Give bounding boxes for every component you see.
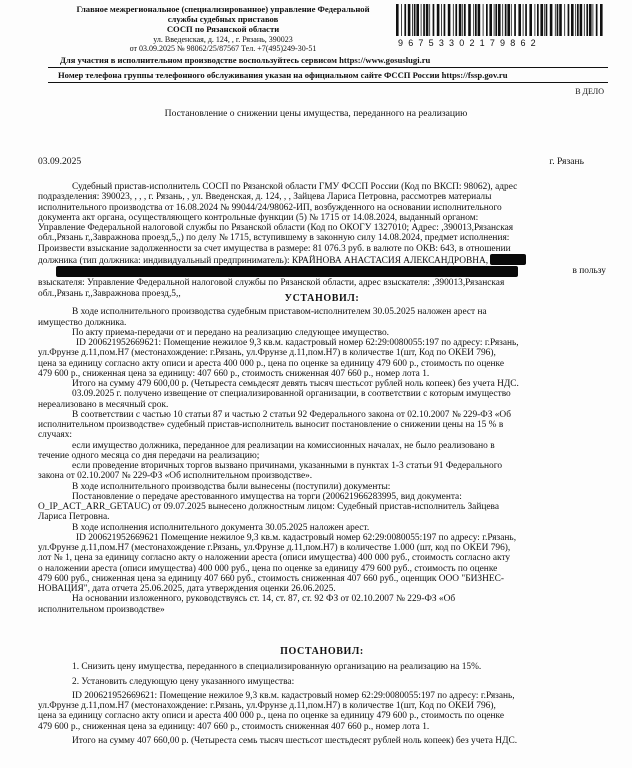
barcode-bar xyxy=(448,4,451,36)
barcode-bar xyxy=(468,4,471,36)
ustanovil-section xyxy=(38,294,606,615)
barcode-bar xyxy=(540,4,543,36)
text-line: цена за единицу согласно акту описи и ареста 400 000 р., цена по оценке за единицу 479 600 р., стоимость по оценке xyxy=(38,711,505,722)
barcode-bar xyxy=(455,4,457,36)
barcode-bar xyxy=(523,4,524,36)
text-line: закона от 02.10.2007 № 229-ФЗ «Об исполнительном производстве». xyxy=(38,471,313,482)
text-line: документа акт органа, осуществляющего контрольные функции (5) № 1715 от 14.08.2024, выданный органом: xyxy=(38,212,479,223)
text-line: исполнительном производстве» xyxy=(38,604,165,615)
text-line: В ходе исполнительного производства судебным приставом-исполнителем 30.05.2025 наложен арест на xyxy=(72,307,487,318)
barcode-bar xyxy=(571,4,574,36)
text-line: Управление Федеральной налоговой службы по Рязанской области (Код по ОКОГУ 1327010; Адрес: ,390013,Рязанская xyxy=(38,223,514,233)
barcode-bar xyxy=(453,4,454,36)
text-line: течение одного месяца со дня передачи на реализацию; xyxy=(38,450,260,461)
text-line: если имущество должника, переданное для реализации на комиссионных началах, не было реализовано в xyxy=(72,440,495,451)
barcode-bar xyxy=(401,4,402,36)
redaction-mark xyxy=(490,254,526,265)
barcode-bar xyxy=(577,4,579,36)
text-line: На основании изложенного, руководствуясь ст. 14, ст. 87, ст. 92 ФЗ от 02.10.2007 № 229-ФЗ «Об xyxy=(72,594,456,605)
document-date: 03.09.2025 xyxy=(38,156,82,167)
divider xyxy=(48,82,608,83)
barcode-bar xyxy=(596,4,598,36)
intro-paragraph xyxy=(38,182,606,299)
org-line: СОСП по Рязанской области xyxy=(166,24,280,35)
barcode-bar xyxy=(433,4,435,36)
text-line: подразделения: 390023, , , , г. Рязань, , ул. Введенская, д. 124, , , Зайцева Лариса Петровна, рассмотрев материалы xyxy=(38,192,492,203)
barcode-bar xyxy=(589,4,592,36)
barcode-bar xyxy=(557,4,559,36)
text-line: о наложении ареста (описи имущества) 400 000 руб., цена по оценке за единицу 479 600 руб., стоимость по оценке xyxy=(38,563,498,574)
barcode-bar xyxy=(568,4,570,36)
text-line: лот № 1, цена за единицу согласно акту о наложении ареста (описи имущества) 400 000 руб., стоимость согласно акту xyxy=(38,553,511,564)
text-line: ID 200621952669621 Помещение нежилое 9,3 кв.м. кадастровый номер 62:29:0080055:197 по адресу: г.Рязань, xyxy=(76,532,517,543)
text-line: В ходе исполнения исполнительного документа 30.05.2025 наложен арест. xyxy=(72,522,370,533)
barcode-bar xyxy=(396,4,399,36)
text-line: 479 600 р., сниженная цена за единицу: 407 660 р., стоимость сниженная 407 660 р., номер лота 1. xyxy=(38,368,430,379)
barcode-number: 96753302179862 xyxy=(398,38,541,48)
barcode-bar xyxy=(600,4,603,36)
barcode-bar xyxy=(494,4,495,36)
text-line: если проведение вторичных торгов вызвано причинами, указанными в пунктах 1-3 статьи 91 Федерального xyxy=(72,461,503,471)
text-line: 479 600 руб., сниженная цена за единицу 407 660 руб., стоимость сниженная 407 660 руб., оценщик ООО "БИЗНЕС- xyxy=(38,573,504,584)
barcode-bar xyxy=(502,4,503,36)
barcode-bar xyxy=(537,4,539,36)
total-line: Итого на сумму 407 660,00 р. (Четыреста семь тысяч шестьсот шестьдесят рублей ноль копеек) без учета НДС. xyxy=(72,735,518,746)
text-line: 479 600 р., сниженная цена за единицу: 407 660 р., стоимость сниженная 407 660 р., номер лота 1. xyxy=(38,721,430,732)
text-line: 03.09.2025 г. получено извещение от специализированной организации, в соответствии с которым имущество xyxy=(72,389,511,400)
barcode-bar xyxy=(437,4,440,36)
text-line: исполнительном производстве» судебный пристав-исполнитель выносит постановление о снижении цены на 15 % в xyxy=(38,420,504,430)
barcode-bar xyxy=(564,4,565,36)
text-line: ул.Фрунзе д.11,пом.Н7 (местонахождение: г.Рязань, ул.Фрунзе д.11,пом.Н7) в количестве 1(шт, Код по ОКЕИ 796), xyxy=(38,348,496,359)
document-city: г. Рязань xyxy=(549,156,584,167)
barcode-bar xyxy=(421,4,422,36)
barcode-bar xyxy=(544,4,545,36)
barcode-bar xyxy=(525,4,527,36)
text-line: взыскателя: Управление Федеральной налоговой службы по Рязанской области, адрес взыскателя: ,390013,Рязанская xyxy=(38,278,505,289)
barcode-bar xyxy=(495,4,497,36)
text-line: В соответствии с частью 10 статьи 87 и частью 2 статьи 92 Федерального закона от 02.10.2007 № 229-ФЗ «Об xyxy=(72,409,511,420)
text-line: Итого на сумму 479 600,00 р. (Четыреста семьдесят девять тысяч шестьсот рублей ноль копеек) без учета НДС. xyxy=(72,379,519,389)
barcode-bar xyxy=(559,4,562,36)
barcode-bar xyxy=(404,4,406,36)
barcode-bar xyxy=(529,4,532,36)
address-line: ул. Введенская, д. 124, , г. Рязань, 390023 xyxy=(153,35,293,44)
barcode-bar xyxy=(498,4,501,36)
text-line: Постановление о передаче арестованного имущества на торги (200621966283995, вид документа: xyxy=(72,491,462,502)
barcode-bar xyxy=(412,4,413,36)
divider xyxy=(48,67,608,68)
in-favor-text: в пользу xyxy=(572,266,606,276)
text-line: НОВАЦИЯ", дата отчета 25.06.2025, дата утверждения оценки 26.06.2025. xyxy=(38,584,336,594)
text-line: исполнительного производства от 16.08.2024 № 99044/24/98062-ИП, возбужденного на основании исполнительного xyxy=(38,202,502,213)
section-heading: УСТАНОВИЛ: xyxy=(284,293,360,304)
barcode-bar xyxy=(416,4,419,36)
decision-item: 2. Установить следующую цену указанного имущества: xyxy=(72,676,295,687)
reference-line: от 03.09.2025 № 98062/25/87567 Тел. +7(495)249-30-51 xyxy=(129,44,317,54)
text-line: O_IP_ACT_ARR_GETAUC) от 09.07.2025 вынесено должностным лицом: Судебный пристав-исполнитель Зайцева xyxy=(38,502,499,512)
text-line: имущество должника. xyxy=(38,317,127,328)
barcode-bar xyxy=(473,4,474,36)
debtor-line: должника (тип должника: индивидуальный предприниматель): КРАЙНОВА АНАСТАСИЯ АЛЕКСАНДРОВНА, xyxy=(38,255,489,266)
text-line: обл.,Рязань г,,Завражнова проезд,5,,) по делу № 1715, вступившему в законную силу 14.08.2024, предмет исполнения: xyxy=(38,233,510,244)
barcode-bar xyxy=(441,4,442,36)
text-line: ID 200621952669621: Помещение нежилое 9,3 кв.м. кадастровый номер 62:29:0080055:197 по адресу: г.Рязань, xyxy=(76,338,519,348)
barcode-bar xyxy=(584,4,585,36)
barcode-bar xyxy=(475,4,477,36)
decision-item: 1. Снизить цену имущества, переданного в специализированную организацию на реализацию на 15%. xyxy=(72,662,482,673)
barcode-bar xyxy=(550,4,553,36)
barcode-bar xyxy=(535,4,536,36)
text-line: Лариса Петровна. xyxy=(38,512,110,523)
barcode-bar xyxy=(414,4,416,36)
barcode-bar xyxy=(444,4,446,36)
barcode-bar xyxy=(429,4,430,36)
text-line: ID 200621952669621: Помещение нежилое 9,3 кв.м. кадастровый номер 62:29:0080055:197 по адресу: г.Рязань, xyxy=(72,690,515,701)
barcode-bar xyxy=(462,4,463,36)
gosuslugi-notice: Для участия в исполнительном производстве воспользуйтесь сервисом https://www.gosuslugi.ru xyxy=(60,55,431,65)
barcode-bar xyxy=(514,4,516,36)
barcode-bar xyxy=(408,4,411,36)
org-line: Главное межрегиональное (специализированное) управление Федеральной xyxy=(76,4,370,14)
phone-notice: Номер телефона группы телефонного обслуживания указан на официальном сайте ФССП России https://fssp.gov.ru xyxy=(58,70,508,80)
text-line: По акту приема-передачи от и передано на реализацию следующее имущество. xyxy=(72,327,390,338)
text-line: Произвести взыскание задолженности за счет имущества в размере: 81 076.3 руб. в валюте по ОКВ: 643, в отношении xyxy=(38,243,511,254)
org-line: службы судебных приставов xyxy=(167,14,279,25)
barcode-bar xyxy=(486,4,488,36)
barcode-bar xyxy=(426,4,429,36)
barcode-bar xyxy=(505,4,507,36)
barcode-bar xyxy=(489,4,492,36)
text-line: случаях: xyxy=(38,430,73,441)
barcode-bar xyxy=(464,4,466,36)
barcode-bar xyxy=(580,4,583,36)
text-line: нереализовано в месячный срок. xyxy=(38,399,169,410)
text-line: Судебный пристав-исполнитель СОСП по Рязанской области ГМУ ФССП России (Код по ВКСП: 98062), адрес xyxy=(72,182,518,192)
barcode-bar xyxy=(507,4,510,36)
barcode-bar xyxy=(575,4,576,36)
barcode-bar xyxy=(586,4,588,36)
barcode-bar xyxy=(511,4,512,36)
document-title: Постановление о снижении цены имущества, переданного на реализацию xyxy=(164,108,468,119)
barcode-bar xyxy=(478,4,481,36)
section-heading: ПОСТАНОВИЛ: xyxy=(280,646,364,657)
barcode-bar xyxy=(593,4,594,36)
barcode-bar xyxy=(423,4,425,36)
text-line: ул.Фрунзе д.11,пом.Н7 (местонахождение г.Рязань, ул.Фрунзе д.11,пом.Н7) в количестве 1.000 (шт, код по ОКЕИ 796), xyxy=(38,543,511,553)
text-line: В ходе исполнительного производства были вынесены (поступили) документы: xyxy=(72,481,391,492)
text-line: ул.Фрунзе д.11,пом.Н7 (местонахождение: г.Рязань, ул.Фрунзе д.11,пом.Н7) в количестве 1(шт, Код по ОКЕИ 796), xyxy=(38,701,496,711)
postanovil-section xyxy=(38,647,606,746)
barcode-bar xyxy=(555,4,556,36)
barcode-bar xyxy=(546,4,548,36)
redaction-mark xyxy=(56,266,518,277)
delo-stamp: В ДЕЛО xyxy=(575,87,604,96)
barcode-bar xyxy=(518,4,521,36)
barcode-image xyxy=(395,4,603,36)
text-line: обл.,Рязань г,,Завражнова проезд,5,, xyxy=(38,288,181,299)
issuing-organization xyxy=(48,4,398,35)
barcode-bar xyxy=(483,4,484,36)
text-line: цена за единицу согласно акту описи и ареста 400 000 р., цена по оценке за единицу 479 600 р., стоимость по оценке xyxy=(38,358,505,369)
organization-address xyxy=(48,35,398,54)
barcode-bar xyxy=(459,4,462,36)
